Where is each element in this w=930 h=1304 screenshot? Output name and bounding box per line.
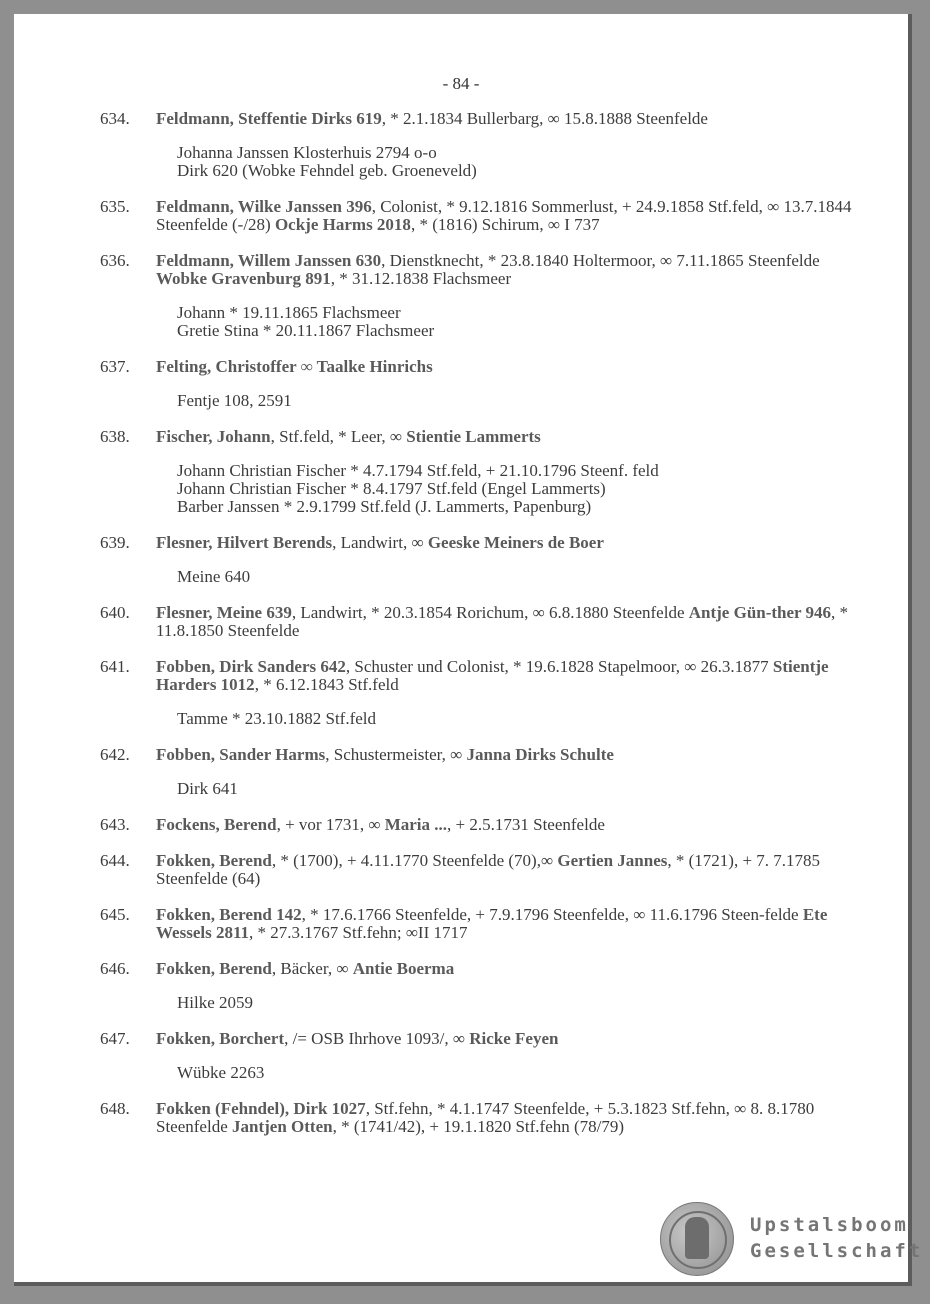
entry-number: 648. bbox=[100, 1099, 130, 1118]
entry-text bbox=[156, 534, 860, 552]
child-entry: Johann Christian Fischer * 4.7.1794 Stf.feld, + 21.10.1796 Steenf. feld bbox=[177, 461, 659, 480]
entry-number: 644. bbox=[100, 851, 130, 870]
entry-name: Antje Gün-ther 946 bbox=[688, 603, 832, 622]
child-entry: Hilke 2059 bbox=[177, 993, 254, 1012]
entry-detail: , Landwirt, * 20.3.1854 Rorichum, ∞ 6.8.1880 Steenfelde bbox=[291, 603, 689, 622]
entry-detail: , * (1700), + 4.11.1770 Steenfelde (70),∞ bbox=[271, 851, 558, 870]
entry-name: Fischer, Johann bbox=[156, 427, 271, 446]
entry-number: 640. bbox=[100, 603, 130, 622]
entry-name: Geeske Meiners de Boer bbox=[427, 533, 604, 552]
entry-name: Fokken, Berend bbox=[156, 851, 272, 870]
entry-number: 646. bbox=[100, 959, 130, 978]
children-list bbox=[100, 780, 860, 798]
child-entry: Dirk 641 bbox=[177, 779, 238, 798]
entry-name: Fockens, Berend bbox=[156, 815, 277, 834]
entry-detail: , * (1721), + 7. 7.1785 Steenfelde (64) bbox=[156, 851, 821, 888]
entry-name: Fokken, Berend bbox=[156, 959, 272, 978]
entry-number: 639. bbox=[100, 533, 130, 552]
entry-detail: , Stf.feld, * Leer, ∞ bbox=[270, 427, 407, 446]
entry bbox=[100, 852, 860, 888]
entry-name: Feldmann, Steffentie Dirks 619 bbox=[156, 109, 382, 128]
entry-text bbox=[156, 1030, 860, 1048]
entry bbox=[100, 534, 860, 552]
child-entry: Meine 640 bbox=[177, 567, 251, 586]
children-list bbox=[100, 568, 860, 586]
entry-detail: , + 2.5.1731 Steenfelde bbox=[447, 815, 605, 834]
entry-detail: , * 27.3.1767 Stf.fehn; ∞II 1717 bbox=[249, 923, 468, 942]
child-entry: Tamme * 23.10.1882 Stf.feld bbox=[177, 709, 377, 728]
seal-icon bbox=[660, 1202, 734, 1276]
entry-name: Fokken, Berend 142 bbox=[156, 905, 302, 924]
child-entry: Fentje 108, 2591 bbox=[177, 391, 292, 410]
entry-detail: , * (1816) Schirum, ∞ I 737 bbox=[410, 215, 600, 234]
entry-text bbox=[156, 604, 860, 640]
entry-text bbox=[156, 746, 860, 764]
child-entry: Wübke 2263 bbox=[177, 1063, 265, 1082]
entry-name: Stientje Harders 1012 bbox=[156, 657, 829, 694]
child-entry: Johann Christian Fischer * 8.4.1797 Stf.feld (Engel Lammerts) bbox=[177, 479, 606, 498]
document-page bbox=[14, 14, 924, 1286]
entry-name: Ete Wessels 2811 bbox=[156, 905, 828, 942]
entry bbox=[100, 428, 860, 446]
entry-name: Fobben, Sander Harms bbox=[156, 745, 326, 764]
entry-name: Fokken, Borchert bbox=[156, 1029, 285, 1048]
children-list bbox=[100, 1064, 860, 1082]
child-entry: Barber Janssen * 2.9.1799 Stf.feld (J. Lammerts, Papenburg) bbox=[177, 497, 592, 516]
entry-number: 641. bbox=[100, 657, 130, 676]
entry-number: 645. bbox=[100, 905, 130, 924]
entry-detail: , + vor 1731, ∞ bbox=[276, 815, 385, 834]
entry bbox=[100, 906, 860, 942]
entry-name: Fobben, Dirk Sanders 642 bbox=[156, 657, 346, 676]
entry-text bbox=[156, 1100, 860, 1136]
entry-detail: , Colonist, * 9.12.1816 Sommerlust, + 24.9.1858 Stf.feld, ∞ 13.7.1844 Steenfelde (-/28) bbox=[156, 197, 852, 234]
entry-number: 636. bbox=[100, 251, 130, 270]
entry-name: Feldmann, Willem Janssen 630 bbox=[156, 251, 382, 270]
entry-name: Fokken (Fehndel), Dirk 1027 bbox=[156, 1099, 366, 1118]
entry-detail: , /= OSB Ihrhove 1093/, ∞ bbox=[284, 1029, 470, 1048]
entry-name: Antie Boerma bbox=[352, 959, 455, 978]
entry bbox=[100, 816, 860, 834]
entry-number: 637. bbox=[100, 357, 130, 376]
logo-text bbox=[750, 1212, 923, 1264]
child-entry: Dirk 620 (Wobke Fehndel geb. Groeneveld) bbox=[177, 161, 477, 180]
entry bbox=[100, 252, 860, 288]
entry bbox=[100, 604, 860, 640]
entry-name: Wobke Gravenburg 891 bbox=[156, 269, 331, 288]
entry-number: 638. bbox=[100, 427, 130, 446]
entry-name: Ricke Feyen bbox=[469, 1029, 559, 1048]
entry-detail: , Schuster und Colonist, * 19.6.1828 Stapelmoor, ∞ 26.3.1877 bbox=[345, 657, 773, 676]
society-logo bbox=[660, 1202, 924, 1276]
entry-detail: , Schustermeister, ∞ bbox=[325, 745, 467, 764]
entry-text bbox=[156, 658, 860, 694]
entry-text bbox=[156, 852, 860, 888]
child-entry: Johann * 19.11.1865 Flachsmeer bbox=[177, 303, 401, 322]
entry bbox=[100, 960, 860, 978]
entry bbox=[100, 746, 860, 764]
entry-name: Ockje Harms 2018 bbox=[274, 215, 411, 234]
entry-detail: , Bäcker, ∞ bbox=[271, 959, 353, 978]
entry-name: Feldmann, Wilke Janssen 396 bbox=[156, 197, 372, 216]
entry-number: 635. bbox=[100, 197, 130, 216]
entry-detail: , * 31.12.1838 Flachsmeer bbox=[330, 269, 512, 288]
entry bbox=[100, 1100, 860, 1136]
child-entry: Johanna Janssen Klosterhuis 2794 o-o bbox=[177, 143, 437, 162]
entry-name: Janna Dirks Schulte bbox=[466, 745, 614, 764]
entry-detail: , Dienstknecht, * 23.8.1840 Holtermoor, ∞ 7.11.1865 Steenfelde bbox=[381, 251, 820, 270]
entry-text bbox=[156, 816, 860, 834]
entry-text bbox=[156, 110, 860, 128]
children-list bbox=[100, 144, 860, 180]
entry-detail: , Stf.fehn, * 4.1.1747 Steenfelde, + 5.3.1823 Stf.fehn, ∞ 8. 8.1780 Steenfelde bbox=[156, 1099, 815, 1136]
entry-detail: , * 2.1.1834 Bullerbarg, ∞ 15.8.1888 Steenfelde bbox=[381, 109, 708, 128]
entries-list bbox=[100, 110, 860, 1154]
entry bbox=[100, 358, 860, 376]
entry bbox=[100, 110, 860, 128]
entry-detail: , Landwirt, ∞ bbox=[332, 533, 428, 552]
entry-text bbox=[156, 252, 860, 288]
entry bbox=[100, 198, 860, 234]
entry-detail: , * (1741/42), + 19.1.1820 Stf.fehn (78/79) bbox=[332, 1117, 625, 1136]
entry-text bbox=[156, 906, 860, 942]
entry-name: Flesner, Meine 639 bbox=[156, 603, 292, 622]
children-list bbox=[100, 304, 860, 340]
entry-name: Jantjen Otten bbox=[232, 1117, 333, 1136]
children-list bbox=[100, 710, 860, 728]
entry-detail: , * 17.6.1766 Steenfelde, + 7.9.1796 Steenfelde, ∞ 11.6.1796 Steen-felde bbox=[301, 905, 803, 924]
entry-detail: , * 11.8.1850 Steenfelde bbox=[156, 603, 849, 640]
entry-number: 634. bbox=[100, 109, 130, 128]
children-list bbox=[100, 994, 860, 1012]
entry-number: 642. bbox=[100, 745, 130, 764]
entry bbox=[100, 1030, 860, 1048]
entry-name: Stientie Lammerts bbox=[406, 427, 541, 446]
entry-detail: , * 6.12.1843 Stf.feld bbox=[254, 675, 399, 694]
children-list bbox=[100, 462, 860, 516]
entry-text bbox=[156, 960, 860, 978]
logo-line-1: Upstalsboom bbox=[750, 1214, 909, 1236]
entry-text bbox=[156, 198, 860, 234]
entry-text bbox=[156, 428, 860, 446]
entry-name: Felting, Christoffer ∞ Taalke Hinrichs bbox=[156, 357, 433, 376]
entry-number: 643. bbox=[100, 815, 130, 834]
entry-name: Maria ... bbox=[384, 815, 448, 834]
entry bbox=[100, 658, 860, 694]
children-list bbox=[100, 392, 860, 410]
child-entry: Gretie Stina * 20.11.1867 Flachsmeer bbox=[177, 321, 435, 340]
entry-name: Flesner, Hilvert Berends bbox=[156, 533, 333, 552]
entry-name: Gertien Jannes bbox=[557, 851, 668, 870]
entry-text bbox=[156, 358, 860, 376]
page-number: - 84 - bbox=[442, 74, 480, 93]
entry-number: 647. bbox=[100, 1029, 130, 1048]
logo-line-2: Gesellschaft bbox=[750, 1240, 924, 1262]
